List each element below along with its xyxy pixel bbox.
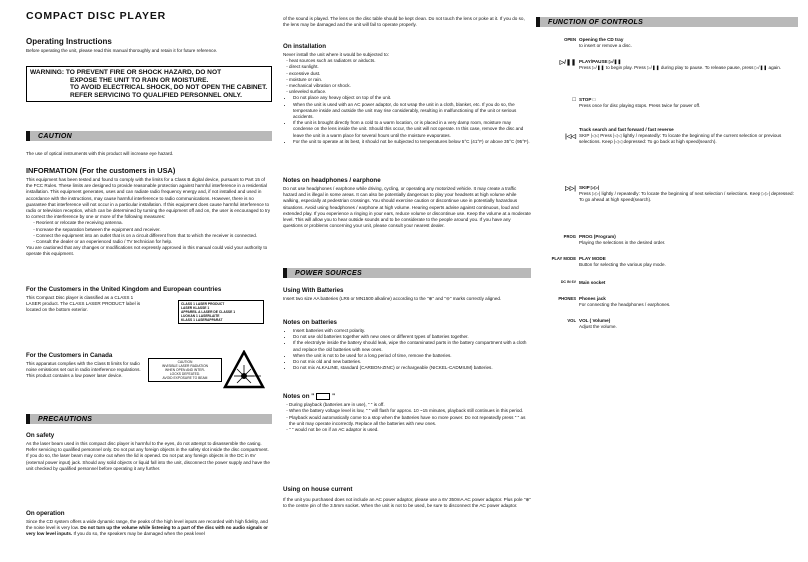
- list-item: - " " would not be on if an AC adaptor is used.: [289, 427, 531, 433]
- list-item: - Increase the separation between the equipment and receiver.: [36, 227, 272, 233]
- info-tail: You are cautioned that any changes or modifications not expressly approved in this manual could void your authority to operate this equipment.: [26, 245, 268, 257]
- power-sources-banner: POWER SOURCES: [283, 268, 531, 278]
- list-item: - moisture or rain.: [289, 77, 531, 83]
- lens-text: of the sound is played. The lens on the disc table should be kept clean. Do not touch the lens or poke at it. If you do so, the lens may be damaged and the unit will fail to operate properly.: [283, 16, 525, 28]
- caution-text: The use of optical instruments with this product will increase eye hazard.: [26, 151, 174, 156]
- list-item: - Playback would automatically come to a stop when the batteries have no more power. Do not repeatedly press " " as the unit may operate incorrectly. Replace all the batteries with new ones.: [289, 415, 531, 427]
- canada-text: This apparatus complies with the Class B limits for radio noise emissions set out in radio interference regulations. This product contains a low power laser device.: [26, 361, 141, 379]
- house-current-text: If the unit you purchased does not include an AC power adaptor, please use a 6V 350mA AC power adaptor. Plus pole "⊕" to the centre pin of the 3.5mm socket. When the unit is not to be used, be sure to disconnect the AC power adaptor.: [283, 497, 531, 509]
- list-item: • Insert batteries with correct polarity.: [293, 328, 531, 334]
- battery-icon: [316, 393, 330, 400]
- warning-box: [26, 66, 272, 102]
- canada-section: [26, 352, 272, 380]
- installation-heading: On installation: [283, 43, 326, 50]
- installation-section: [283, 43, 531, 145]
- warning-line: REFER SERVICING TO QUALIFIED PERSONNEL ONLY.: [70, 91, 242, 99]
- canada-heading: For the Customers in Canada: [26, 352, 113, 359]
- safety-heading: On safety: [26, 432, 55, 439]
- safety-text: As the laser beam used in this compact disc player is harmful to the eyes, do not attempt to disassemble the casing. Refer servicing to qualified personnel only. Do not put any foreign objects in the safety slot inside the disc compartment. If you do so, the laser beam may come out when the lid is opened. Do not put any foreign objects in the DC in 6V (external power input) jack. Should any solid objects or liquid fall into the unit, disconnect the power supply and have the unit checked by qualified personnel before operating it any further.: [26, 441, 270, 471]
- column-3: FUNCTION OF CONTROLS OPEN Opening the CD tray to insert or remove a disc. ▷/❚❚ PLAY/PAUSE ▷/❚❚ Press ▷/❚❚ to begin play. Press ▷/❚❚ during play to pause. To release pause, press ▷/❚❚ again. □ STOP □ Press once for disc playing stops. Press twice for power off. |◁◁ Track search and fast forward / fast reverse SKIP |◁◁ Press |◁◁ lightly / repeatedly: To locate the beginning of the current selection or previous selections. Keep |◁◁ depressed: To go back at high speed(search). ▷▷| SKIP ▷▷| Press ▷▷| lightly / repeatedly: To locate the beginning of next selection / selections. Keep ▷▷| depressed: To go ahead at high speed(search). PROG PROG (Program) Playing the selections in the desired order. PLAY MODE PLAY MODE Button for selecting the various play mode. DC IN 6V Main socket PHONES Phones jack For connecting the headphones / earphones. VOL VOL ( Volume) Adjust the volume.: [536, 0, 798, 562]
- list-item: - direct sunlight.: [289, 64, 531, 70]
- list-item: • Do not place any heavy object on top of the unit.: [293, 95, 531, 101]
- operation-section: [26, 510, 272, 538]
- caution-banner: CAUTION: [26, 131, 272, 141]
- list-item: - Connect the equipment into an outlet that is on a circuit different from that to which the receiver is connected.: [36, 233, 272, 239]
- battery-notes-section: [283, 319, 531, 371]
- operation-bold: Do not turn up the volume while listening to a part of the disc with no audio signals or very low level inputs.: [26, 525, 268, 537]
- uk-section: [26, 286, 272, 322]
- operation-heading: On operation: [26, 510, 65, 517]
- list-item: • When the unit is not to be used for a long period of time, remove the batteries.: [293, 353, 531, 359]
- info-section: [26, 166, 272, 258]
- list-item: • When the unit is used with an AC power adaptor, do not wrap the unit in a cloth, blanket, etc. If you do so, the temperature inside and outside the unit may rise considerably, resulting in malfunctioning of the unit or serious accidents.: [293, 102, 531, 121]
- list-item: - mechanical vibration or shock.: [289, 83, 531, 89]
- safety-section: [26, 432, 272, 472]
- list-item: • Do not use old batteries together with new ones or different types of batteries together.: [293, 334, 531, 340]
- precautions-banner: PRECAUTIONS: [26, 414, 272, 424]
- batteries-heading: Using With Batteries: [283, 287, 344, 294]
- list-item: - heat sources such as radiators or airducts.: [289, 58, 531, 64]
- list-item: - During playback (batteries are in use), " " is off.: [289, 402, 531, 408]
- laser-warning-icon: [223, 350, 265, 390]
- uk-heading: For the Customers in the United Kingdom and European countries: [26, 286, 222, 293]
- operating-instructions-heading: Operating Instructions: [26, 37, 112, 46]
- list-item: - Consult the dealer or an experienced radio / TV technician for help.: [36, 239, 272, 245]
- battery-indicator-notes: Notes on " " - During playback (batteries are in use), " " is off. - When the battery voltage level is low, " " will flash for approx. 10 ~15 minutes, playback still continues in this period. - Playback would automatically come to a stop when the batteries have no more power. Do not repeatedly press " " as the unit may operate incorrectly. Replace all the batteries with new ones. - " " would not be on if an AC adaptor is used.: [283, 393, 531, 433]
- list-item: - Reorient or relocate the receiving antenna.: [36, 220, 272, 226]
- list-item: • If the unit is brought directly from a cold to a warm location, or is placed in a very damp room, moisture may condense on the lens inside the unit. Should this occur, the unit will not operate. In this case, remove the disc and leave the unit in a warm place for several hours until the moisture evaporates.: [293, 120, 531, 139]
- house-current-heading: Using on house current: [283, 486, 353, 493]
- house-current-section: [283, 486, 531, 509]
- page-title: COMPACT DISC PLAYER: [26, 10, 167, 22]
- warning-line: TO AVOID ELECTRICAL SHOCK, DO NOT OPEN THE CABINET.: [70, 84, 268, 92]
- list-item: - unleveled surface.: [289, 89, 531, 95]
- function-of-controls-banner: FUNCTION OF CONTROLS: [536, 17, 798, 27]
- uk-text: This Compact Disc player is classified as a CLASS 1 LASER product. The CLASS LASER PRODUCT label is located on the bottom exterior.: [26, 295, 141, 313]
- list-item: • Do not mix ALKALINE, standard (CARBON-ZINC) or rechargeable (NICKEL-CADMIUM) batteries.: [293, 365, 531, 371]
- list-item: • If the electrolyte inside the battery should leak, wipe the contaminated parts in the battery compartment with a cloth and replace the old batteries with new ones.: [293, 340, 531, 352]
- warning-line: WARNING: TO PREVENT FIRE OR SHOCK HAZARD, DO NOT: [30, 69, 222, 76]
- canada-laser-label: CAUTION INVISIBLE LASER RADIATION WHEN OPEN AND INTER- LOCKS DEFEATED. AVOID EXPOSURE TO BEAM: [148, 358, 222, 382]
- column-1: [26, 0, 272, 562]
- list-item: • Do not mix old and new batteries.: [293, 359, 531, 365]
- headphones-section: [283, 177, 531, 229]
- headphones-heading: Notes on headphones / earphone: [283, 177, 381, 184]
- class1-laser-label: CLASS 1 LASER PRODUCT LASER KLASSE 1 APPAREIL A LASER DE CLASSE 1 LUOKAN 1 LASERLAITE KLASS 1 LASERAPPARAT: [178, 300, 264, 324]
- installation-text: Never install the unit where it would be subjected to:: [283, 52, 389, 57]
- column-2: [283, 0, 531, 562]
- list-item: • For the unit to operate at its best, it should not be subjected to temperatures below 5°C (41°F) or above 35°C (95°F).: [293, 139, 531, 145]
- headphones-text: Do not use headphones / earphone while driving, cycling, or operating any motorized vehicle. It may create a traffic hazard and is illegal in some areas. It can also be potentially dangerous to play your headsets at high volume while walking, especially at pedestrian crossings. You should exercise caution or discontinue use in potentially hazardous situations. Avoid using headphones / earphone at high volume. Hearing experts advise against continuous, loud and extended play. If you experience a ringing in your ears, reduce volume or discontinue use. Keep the volume at a moderate level. This will allow you to hear outside sounds and to be considerate to the people around you. If you have any questions or problems concerning your unit, please consult your nearest dealer.: [283, 186, 531, 229]
- info-text: This equipment has been tested and found to comply with the limits for a Class B digital device, pursuant to Part 15 of the FCC Rules. These limits are designed to provide reasonable protection against harmful interference in a residential installation. This equipment generates, uses and can radiate radio frequency energy and, if not installed and used in accordance with the instructions, may cause harmful interference to radio communications. However, there is no guarantee that interference will not occur in a particular installation. If this equipment does cause harmful interference to radio or television reception, which can be determined by turning the equipment off and on, the user is encouraged to try to correct the interference by one or more of the following measures:: [26, 177, 271, 220]
- list-item: - excessive dust.: [289, 71, 531, 77]
- operation-tail: If you do so, the speakers may be damaged when the peak level: [73, 531, 205, 537]
- batteries-text: Insert two size AA batteries (LR6 or MN1500 alkaline) according to the "⊕" and "⊖" marks correctly aligned.: [283, 296, 502, 301]
- batteries-section: [283, 287, 531, 302]
- warning-line: EXPOSE THE UNIT TO RAIN OR MOISTURE.: [70, 76, 209, 84]
- info-heading: INFORMATION (For the customers in USA): [26, 166, 176, 175]
- list-item: - When the battery voltage level is low, " " will flash for approx. 10 ~15 minutes, playback still continues in this period.: [289, 408, 531, 414]
- operation-text: Since the CD system offers a wide dynamic range, the peaks of the high level inputs are recorded with high fidelity, and the noise level is very low.: [26, 519, 268, 531]
- operating-instructions-text: Before operating the unit, please read this manual thoroughly and retain it for future reference.: [26, 48, 218, 53]
- battery-notes-heading: Notes on batteries: [283, 319, 337, 326]
